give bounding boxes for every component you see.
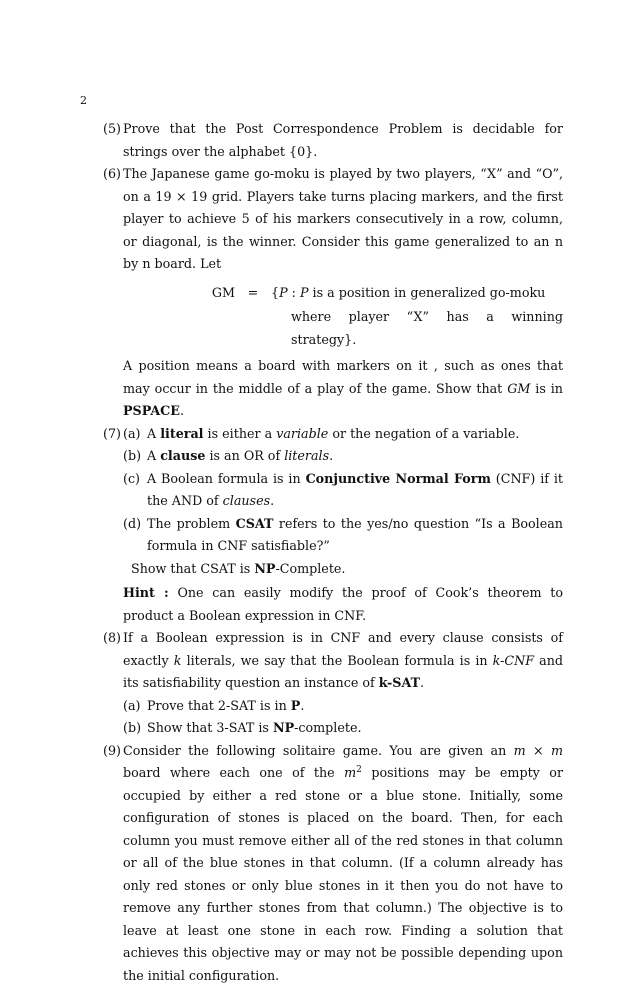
text: -complete. xyxy=(294,720,361,735)
text: -Complete. xyxy=(275,561,345,576)
set-condition: is a position in generalized go-moku xyxy=(309,285,546,300)
text: refers to the yes/no question “Is a Boolean formula in CNF satisfiable?” xyxy=(147,516,563,554)
text: The problem xyxy=(147,516,236,531)
problem-9-number: (9) xyxy=(103,740,121,763)
followup-text: . xyxy=(180,403,184,418)
hint-text: One can easily modify the proof of Cook’s theorem to product a Boolean expression in CNF. xyxy=(123,585,563,623)
var-k: k xyxy=(174,653,182,668)
problem-6-text: The Japanese game go-moku is played by two players, “X” and “O”, on a 19 × 19 grid. Players take turns placing markers, and the first player to achieve 5 of his markers consecutively in a row, column, or diagonal, is the winner. Consider this game generalized to an n by n board. Let xyxy=(123,166,563,271)
followup-text: A position means a board with markers on it , such as ones that may occur in the middle of a play of the game. Show that xyxy=(123,358,563,396)
var-p: P xyxy=(300,285,309,300)
equals-sign: = xyxy=(235,282,271,305)
gm-definition-line-1 xyxy=(123,282,563,305)
sub-label: (b) xyxy=(123,445,141,468)
np-bold: NP xyxy=(273,720,294,735)
term-literals: literals xyxy=(284,448,329,463)
board-size: m × m xyxy=(514,743,563,758)
problem-5-text: Prove that the Post Correspondence Problem is decidable for strings over the alphabet {0}. xyxy=(123,121,563,159)
pspace-bold: PSPACE xyxy=(123,403,180,418)
text: . xyxy=(329,448,333,463)
problem-9 xyxy=(103,740,563,987)
problem-7-hint xyxy=(123,582,563,627)
problem-8a xyxy=(123,695,563,718)
text: literals, we say that the Boolean formula is in xyxy=(181,653,492,668)
text: board where each one of the xyxy=(123,765,344,780)
problem-8-number: (8) xyxy=(103,627,121,650)
problem-7c xyxy=(123,468,563,513)
text: . xyxy=(420,675,424,690)
p-bold: P xyxy=(291,698,301,713)
problem-8b xyxy=(123,717,563,740)
set-open-brace: { xyxy=(271,285,279,300)
text: is an OR of xyxy=(205,448,284,463)
text: Consider the following solitaire game. You are given an xyxy=(123,743,514,758)
text: Prove that 2-SAT is in xyxy=(147,698,291,713)
sub-label: (a) xyxy=(123,695,140,718)
term-literal: literal xyxy=(160,426,203,441)
text: positions may be empty or occupied by either a red stone or a blue stone. Initially, some configuration of stones is placed on the board. Then, for each column you must remove either all of the red stones in that column or all of the blue stones in that column. (If a column already has only red stones or only blue stones in it then you do not have to remove any further stones from that column.) The objective is to leave at least one stone in each row. Finding a solution that achieves this objective may or may not be possible depending upon the initial configuration. xyxy=(123,765,563,983)
problem-8 xyxy=(103,627,563,740)
problem-5 xyxy=(103,118,563,163)
problem-6-number: (6) xyxy=(103,163,121,186)
term-k-sat: k-SAT xyxy=(379,675,420,690)
var-p: P xyxy=(279,285,288,300)
gm-symbol: GM xyxy=(123,282,235,305)
problem-5-number: (5) xyxy=(103,118,121,141)
set-colon: : xyxy=(288,285,300,300)
problem-7-number: (7) xyxy=(103,423,121,446)
text: If a Boolean expression is in CNF and every clause consists of exactly xyxy=(123,630,563,668)
text: Show that CSAT is xyxy=(131,561,254,576)
term-k-cnf: k-CNF xyxy=(493,653,534,668)
problem-7 xyxy=(103,423,563,628)
term-variable: variable xyxy=(276,426,328,441)
text: . xyxy=(300,698,304,713)
gm-italic: GM xyxy=(507,381,530,396)
term-csat: CSAT xyxy=(236,516,274,531)
problem-7-task xyxy=(123,558,563,581)
exponent: 2 xyxy=(356,765,362,775)
hint-label: Hint : xyxy=(123,585,169,600)
term-clauses: clauses xyxy=(223,493,270,508)
text: . xyxy=(270,493,274,508)
followup-text: is in xyxy=(530,381,563,396)
sub-label: (d) xyxy=(123,513,141,536)
sub-label: (c) xyxy=(123,468,140,491)
gm-set-first-line xyxy=(271,282,563,305)
problem-6-followup xyxy=(123,355,563,423)
text: and its satisfiability question an instance of xyxy=(123,653,563,691)
sub-label: (a) xyxy=(123,423,140,446)
page-number: 2 xyxy=(80,94,87,108)
text: A xyxy=(147,426,160,441)
term-cnf: Conjunctive Normal Form xyxy=(306,471,491,486)
text: Show that 3-SAT is xyxy=(147,720,273,735)
text: or the negation of a variable. xyxy=(328,426,519,441)
problem-7b xyxy=(123,445,563,468)
text: A Boolean formula is in xyxy=(147,471,306,486)
var-m: m xyxy=(344,765,356,780)
text: is either a xyxy=(204,426,277,441)
problem-list xyxy=(103,118,563,987)
problem-7d xyxy=(123,513,563,558)
text: A xyxy=(147,448,160,463)
sub-label: (b) xyxy=(123,717,141,740)
problem-6 xyxy=(103,163,563,423)
gm-definition-line-2: where player “X” has a winning strategy}. xyxy=(123,306,563,351)
np-bold: NP xyxy=(254,561,275,576)
term-clause: clause xyxy=(160,448,205,463)
problem-7a xyxy=(123,423,563,446)
text: (CNF) if it the AND of xyxy=(147,471,563,509)
